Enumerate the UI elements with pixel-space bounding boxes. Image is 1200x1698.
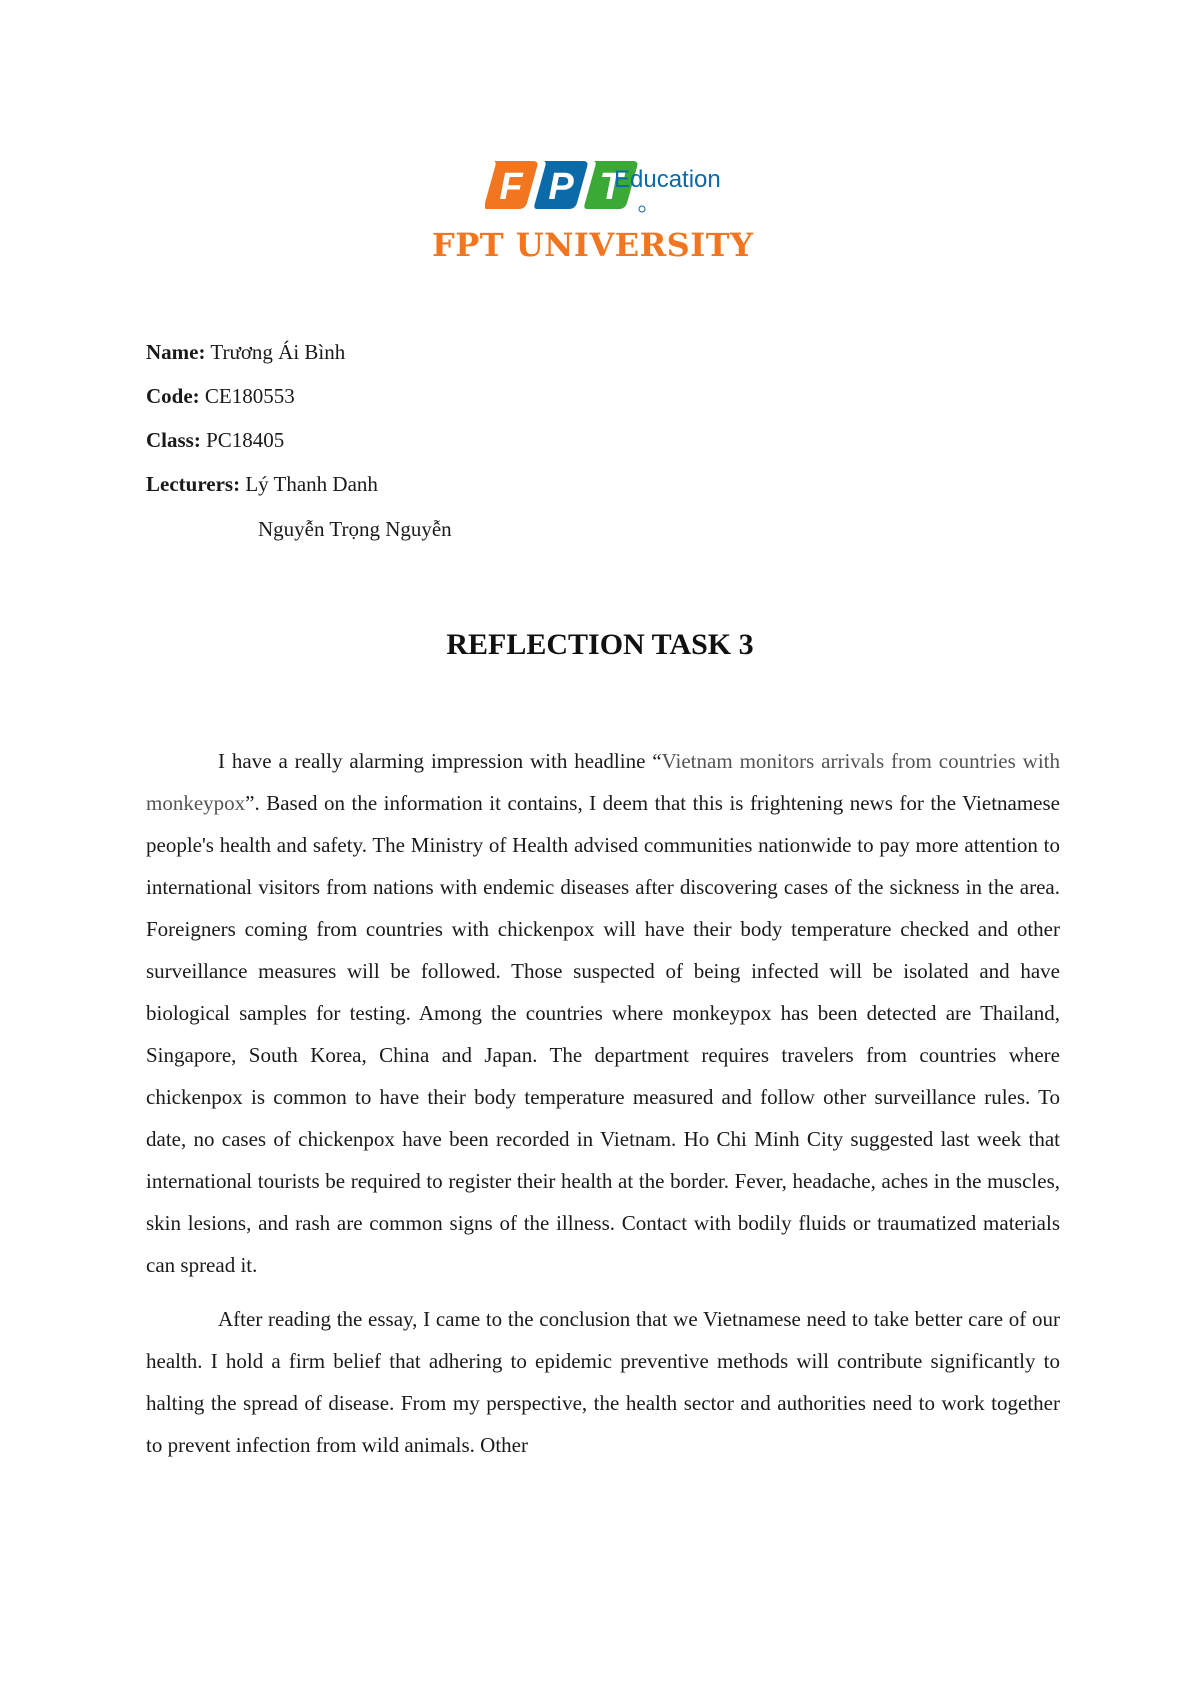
paragraph-1 xyxy=(146,740,1060,1286)
paragraph-1-rest: ”. Based on the information it contains, I deem that this is frightening news for the Vietnamese people's health and safety. The Ministry of Health advised communities nationwide to pay more attention to international visitors from nations with endemic diseases after discovering cases of the sickness in the area. Foreigners coming from countries with chickenpox will have their body temperature checked and other surveillance measures will be followed. Those suspected of being infected will be isolated and have biological samples for testing. Among the countries where monkeypox has been detected are Thailand, Singapore, South Korea, China and Japan. The department requires travelers from countries where chickenpox is common to have their body temperature measured and follow other surveillance rules. To date, no cases of chickenpox have been recorded in Vietnam. Ho Chi Minh City suggested last week that international tourists be required to register their health at the border. Fever, headache, aches in the muscles, skin lesions, and rash are common signs of the illness. Contact with bodily fluids or traumatized materials can spread it. xyxy=(146,791,1060,1277)
university-label: FPT UNIVERSITY xyxy=(432,226,754,264)
name-row xyxy=(146,340,378,384)
paragraph-1-lead: I have a really alarming impression with headline “ xyxy=(218,749,662,773)
logo-letter-f: F xyxy=(499,166,523,208)
class-value: PC18405 xyxy=(206,428,285,452)
name-value: Trương Ái Bình xyxy=(210,340,346,364)
lecturer-1: Lý Thanh Danh xyxy=(245,472,378,496)
name-label: Name: xyxy=(146,340,206,364)
headline-quote: Vietnam monitors arrivals from countries with monkeypox xyxy=(146,749,1060,815)
registered-mark-icon xyxy=(639,206,645,212)
class-row xyxy=(146,428,378,472)
class-label: Class: xyxy=(146,428,201,452)
page-title: REFLECTION TASK 3 xyxy=(446,628,754,661)
lecturers-row xyxy=(146,472,378,516)
lecturer-2: Nguyễn Trọng Nguyễn xyxy=(258,517,452,541)
logo-letter-p: P xyxy=(548,166,574,208)
code-row xyxy=(146,384,378,428)
logo-letter-t: T xyxy=(599,166,623,208)
lecturers-label: Lecturers: xyxy=(146,472,241,496)
paragraph-2: After reading the essay, I came to the conclusion that we Vietnamese need to take better care of our health. I hold a firm belief that adhering to epidemic preventive methods will contribute significantly to halting the spread of disease. From my perspective, the health sector and authorities need to work together to prevent infection from wild animals. Other xyxy=(146,1307,1060,1457)
code-label: Code: xyxy=(146,384,200,408)
essay-body xyxy=(146,740,1060,1478)
student-info xyxy=(146,340,378,516)
code-value: CE180553 xyxy=(204,384,295,408)
education-label: Education xyxy=(614,166,721,193)
